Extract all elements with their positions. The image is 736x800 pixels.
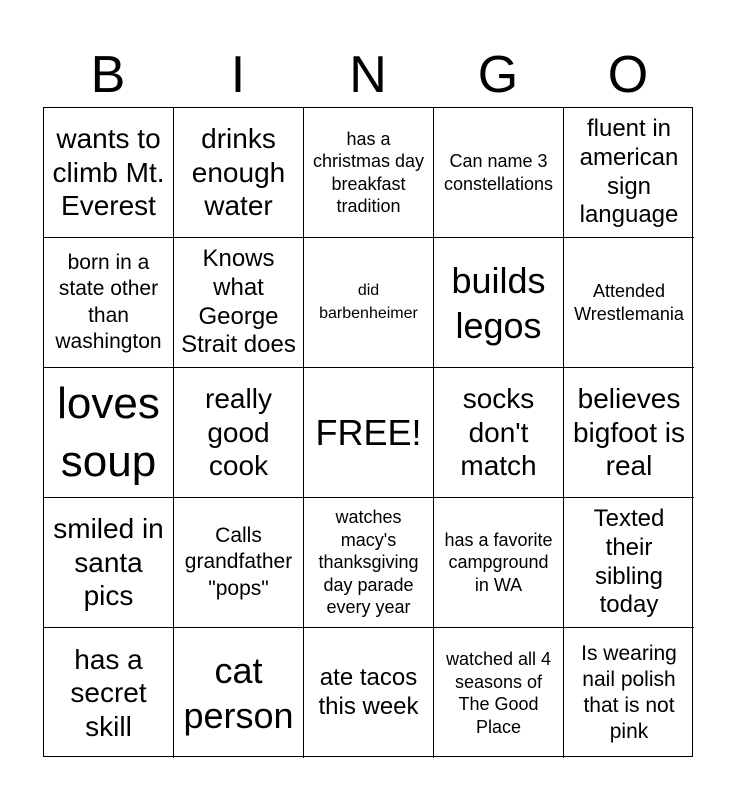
bingo-cell-r5c3[interactable]: ate tacos this week (304, 628, 434, 758)
bingo-header (43, 44, 693, 106)
bingo-cell-r4c3[interactable]: watches macy's thanksgiving day parade every year (304, 498, 434, 628)
bingo-cell-r2c1[interactable]: born in a state other than washington (44, 238, 174, 368)
bingo-cell-r4c1[interactable]: smiled in santa pics (44, 498, 174, 628)
bingo-cell-r5c5[interactable]: Is wearing nail polish that is not pink (581, 641, 677, 744)
bingo-cell-r1c3[interactable]: has a christmas day breakfast tradition (304, 108, 434, 238)
bingo-cell-r3c3-free[interactable]: FREE! (304, 368, 434, 498)
bingo-cell-r1c2[interactable]: drinks enough water (174, 108, 304, 238)
bingo-cell-r4c4[interactable]: has a favorite campground in WA (434, 498, 564, 628)
bingo-cell-r1c1[interactable]: wants to climb Mt. Everest (44, 108, 174, 238)
bingo-board (43, 107, 693, 757)
bingo-cell-r3c5[interactable]: believes bigfoot is real (564, 368, 694, 498)
bingo-cell-r3c2[interactable]: really good cook (174, 368, 304, 498)
bingo-cell-r2c2[interactable]: Knows what George Strait does (174, 238, 304, 368)
bingo-cell-r4c2[interactable]: Calls grandfather "pops" (174, 498, 304, 628)
bingo-cell-r2c4[interactable]: builds legos (434, 238, 564, 368)
bingo-cell-r3c4[interactable]: socks don't match (434, 368, 564, 498)
header-letter-b: B (90, 46, 126, 104)
bingo-cell-r1c5[interactable]: fluent in american sign language (564, 108, 694, 238)
bingo-cell-r5c1[interactable]: has a secret skill (44, 628, 174, 758)
header-letter-g: G (477, 46, 519, 104)
bingo-cell-r1c4[interactable]: Can name 3 constellations (434, 108, 564, 238)
bingo-cell-r5c2[interactable]: cat person (174, 628, 304, 758)
bingo-cell-r3c1[interactable]: loves soup (44, 368, 174, 498)
bingo-cell-r2c3[interactable]: did barbenheimer (304, 238, 434, 368)
bingo-cell-r5c4[interactable]: watched all 4 seasons of The Good Place (434, 628, 564, 758)
bingo-cell-r2c5[interactable]: Attended Wrestlemania (564, 238, 694, 368)
header-letter-i: I (230, 46, 246, 104)
bingo-cell-r4c5[interactable]: Texted their sibling today (564, 498, 694, 628)
header-letter-o: O (607, 46, 649, 104)
header-letter-n: N (349, 46, 387, 104)
